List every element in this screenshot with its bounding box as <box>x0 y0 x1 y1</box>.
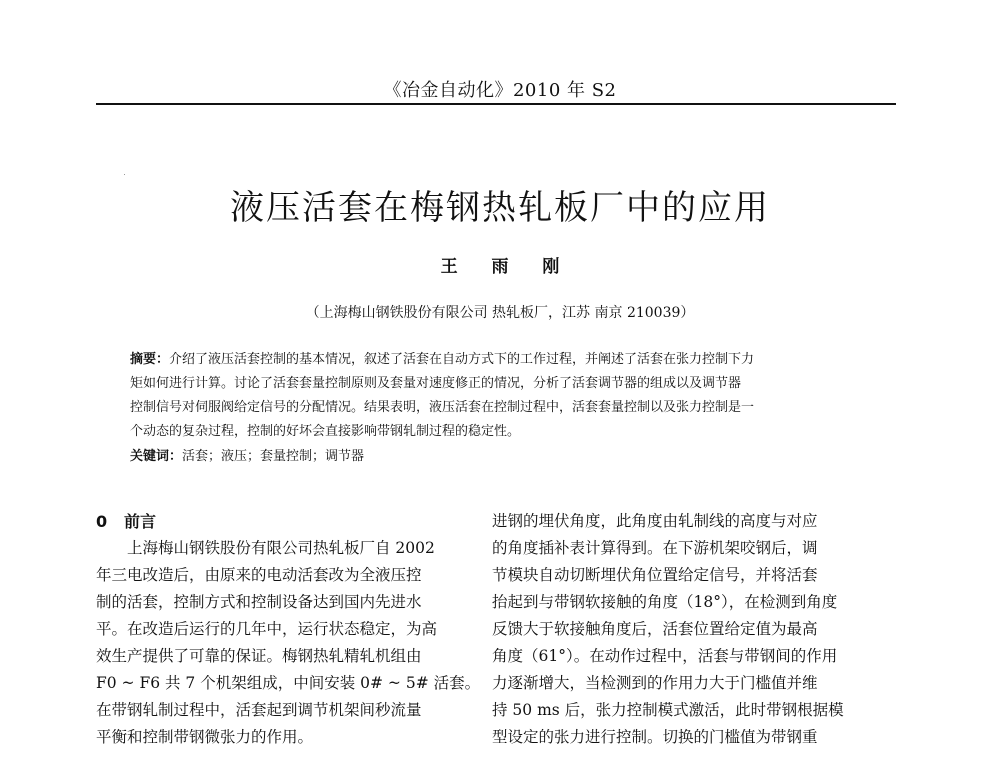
right-column <box>492 508 896 751</box>
abstract <box>130 348 870 444</box>
section-heading <box>96 508 496 535</box>
body-line: 平衡和控制带钢微张力的作用。 <box>96 728 314 746</box>
affiliation: （上海梅山钢铁股份有限公司 热轧板厂，江苏 南京 210039） <box>305 305 695 321</box>
body-line: 年三电改造后，由原来的电动活套改为全液压控 <box>96 566 422 584</box>
body-line: 的角度插补表计算得到。在下游机架咬钢后，调 <box>492 539 818 557</box>
section-title: 前言 <box>124 512 157 531</box>
keywords <box>130 446 870 468</box>
paper-title: 液压活套在梅钢热轧板厂中的应用 <box>230 188 770 228</box>
body-line: 力逐渐增大，当检测到的作用力大于门槛值并维 <box>492 674 818 692</box>
keywords-text: 活套；液压；套量控制；调节器 <box>182 449 365 464</box>
abstract-line: 个动态的复杂过程，控制的好坏会直接影响带钢轧制过程的稳定性。 <box>130 424 521 439</box>
body-line: 持 50 ms 后，张力控制模式激活，此时带钢根据模 <box>492 701 844 719</box>
body-line: 制的活套，控制方式和控制设备达到国内先进水 <box>96 593 422 611</box>
body-line: 节模块自动切断埋伏角位置给定信号，并将活套 <box>492 566 818 584</box>
abstract-label: 摘要： <box>130 352 170 367</box>
journal-header: 《冶金自动化》2010 年 S2 <box>383 80 617 101</box>
abstract-line: 矩如何进行计算。讨论了活套套量控制原则及套量对速度修正的情况，分析了活套调节器的组成以及调节器 <box>130 376 742 391</box>
header-rule <box>96 103 896 105</box>
body-line: 抬起到与带钢软接触的角度（18°），在检测到角度 <box>492 593 838 611</box>
body-line: 在带钢轧制过程中，活套起到调节机架间秒流量 <box>96 701 422 719</box>
keywords-label: 关键词： <box>130 449 183 464</box>
body-line: 反馈大于软接触角度后，活套位置给定值为最高 <box>492 620 818 638</box>
abstract-line: 控制信号对伺服阀给定信号的分配情况。结果表明，液压活套在控制过程中，活套套量控制以及张力控制是一 <box>130 400 755 415</box>
body-line: 上海梅山钢铁股份有限公司热轧板厂自 2002 <box>96 539 435 557</box>
author-name: 王 雨 刚 <box>440 257 574 277</box>
body-line: 角度（61°）。在动作过程中，活套与带钢间的作用 <box>492 647 838 665</box>
abstract-line: 摘要：介绍了液压活套控制的基本情况，叙述了活套在自动方式下的工作过程，并阐述了活套在张力控制下力 <box>130 352 755 367</box>
body-line: 平。在改造后运行的几年中，运行状态稳定，为高 <box>96 620 438 638</box>
body-line: 效生产提供了可靠的保证。梅钢热轧精轧机组由 <box>96 647 422 665</box>
body-line: F0 ~ F6 共 7 个机架组成，中间安装 0# ~ 5# 活套。 <box>96 674 481 692</box>
body-line: 进钢的埋伏角度，此角度由轧制线的高度与对应 <box>492 512 818 530</box>
section-number: 0 <box>96 512 108 531</box>
scan-mark <box>124 174 125 175</box>
body-line: 型设定的张力进行控制。切换的门槛值为带钢重 <box>492 728 818 746</box>
left-column <box>96 508 496 751</box>
